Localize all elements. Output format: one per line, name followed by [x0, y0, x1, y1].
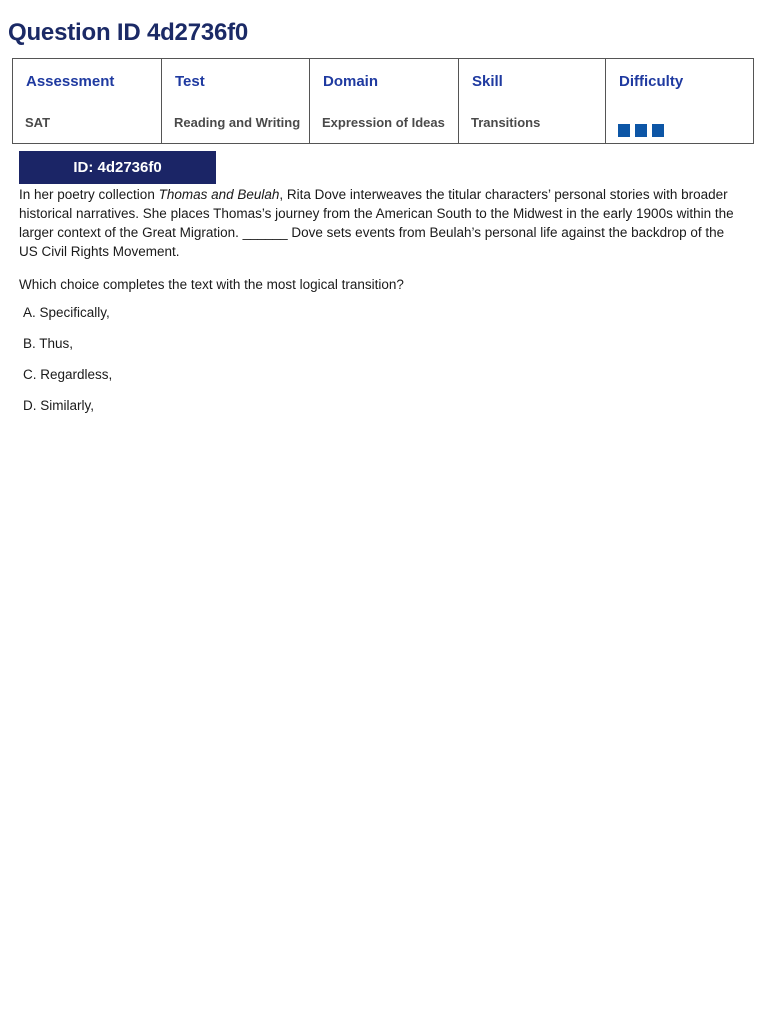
skill-cell	[459, 59, 606, 143]
difficulty-bar	[635, 124, 647, 137]
passage-intro: In her poetry collection	[19, 187, 159, 202]
choice-c[interactable]: C. Regardless,	[23, 367, 113, 382]
domain-value: Expression of Ideas	[322, 115, 445, 130]
difficulty-bar	[652, 124, 664, 137]
assessment-value: SAT	[25, 115, 51, 130]
skill-value: Transitions	[471, 115, 541, 130]
test-header: Test	[175, 73, 205, 90]
choice-b[interactable]: B. Thus,	[23, 336, 74, 351]
difficulty-cell	[606, 59, 753, 143]
question-prompt: Which choice completes the text with the most logical transition?	[19, 277, 404, 292]
answer-choices	[23, 303, 112, 427]
choice-a[interactable]: A. Specifically,	[23, 305, 110, 320]
assessment-cell	[13, 59, 162, 143]
skill-header: Skill	[472, 73, 503, 90]
question-id-badge: ID: 4d2736f0	[19, 151, 216, 184]
poetry-collection-title: Thomas and Beulah	[158, 187, 280, 202]
test-value: Reading and Writing	[174, 115, 301, 130]
difficulty-header: Difficulty	[619, 73, 684, 90]
domain-cell	[310, 59, 459, 143]
test-cell	[162, 59, 310, 143]
passage-text	[19, 185, 739, 261]
domain-header: Domain	[323, 73, 379, 90]
page-title: Question ID 4d2736f0	[8, 19, 249, 46]
question-metadata-table	[12, 58, 754, 144]
assessment-header: Assessment	[26, 73, 115, 90]
choice-d[interactable]: D. Similarly,	[23, 398, 95, 413]
passage-body: , Rita Dove interweaves the titular characters’ personal stories with broader historical narratives. She places Thomas’s journey from the American South to the Midwest in the early 1900s within the larger context of the Great Migration. ______ Dove sets events from Beulah’s personal life against the backdrop of the US Civil Rights Movement.	[19, 187, 734, 259]
difficulty-bar	[618, 124, 630, 137]
difficulty-indicator	[618, 124, 664, 137]
